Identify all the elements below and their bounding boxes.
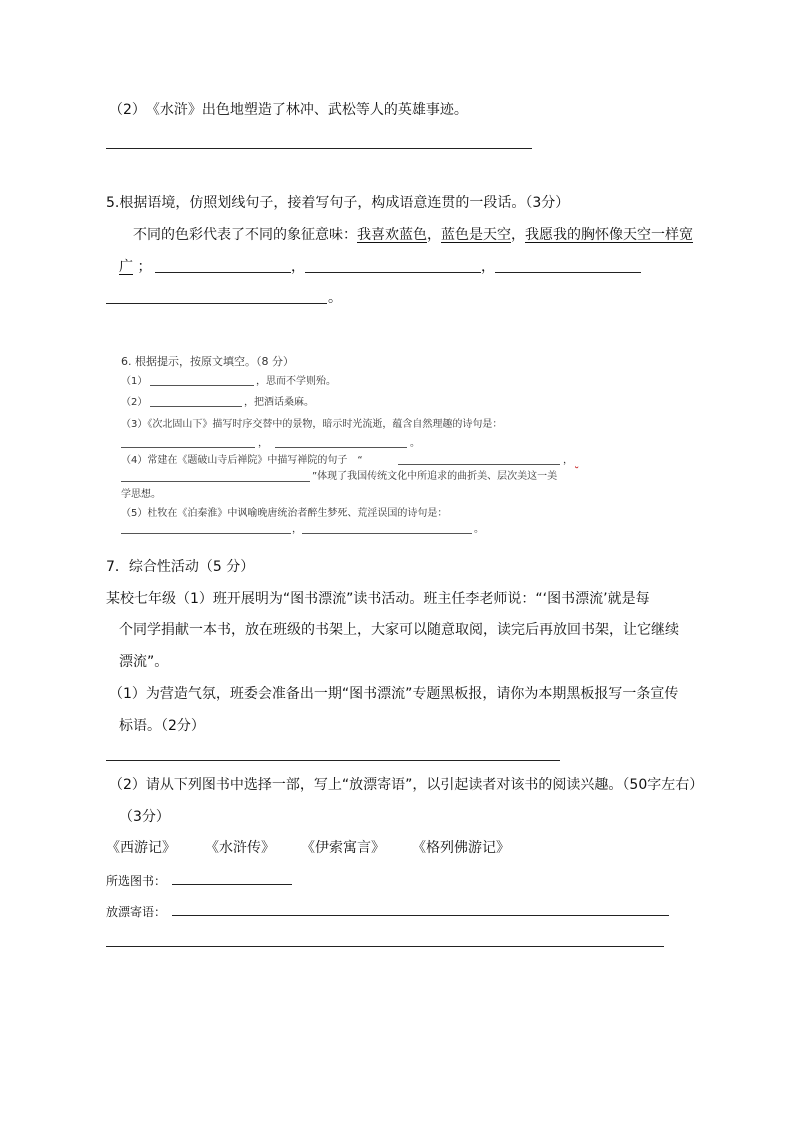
message-answer-line-1[interactable] — [172, 915, 669, 916]
q4-item2-text: （2） 《水浒》出色地塑造了林冲、武松等人的英雄事迹。 — [109, 102, 468, 118]
q5-comma2: ， — [481, 259, 495, 275]
q5-comma1: ， — [291, 259, 305, 275]
q5-answer-line-2[interactable] — [305, 272, 481, 273]
q6-item3-comma: ， — [258, 438, 268, 449]
q5-underlined-1: 我喜欢蓝色 — [357, 227, 427, 243]
q6-item3-period: 。 — [410, 438, 420, 449]
q5-period: 。 — [328, 290, 342, 306]
q5-sep1: ， — [427, 227, 441, 243]
q5-answer-line-3[interactable] — [495, 272, 641, 273]
q6-title: 6. 根据提示，按原文填空。（8 分） — [121, 355, 294, 368]
q6-item4-text-a: （4）常建在《题破山寺后禅院》中描写禅院的句子 “ — [121, 455, 363, 466]
q5-answer-line-4[interactable] — [106, 303, 327, 304]
q5-title: 5.根据语境，仿照划线句子，接着写句子，构成语意连贯的一段话。（3分） — [106, 195, 570, 211]
message-label: 放漂寄语： — [106, 905, 167, 919]
q5-answer-line-1[interactable] — [155, 272, 291, 273]
q6-item5-text: （5）杜牧在《泊秦淮》中讽喻晚唐统治者醉生梦死、荒淫误国的诗句是： — [121, 508, 448, 519]
q6-item5-comma: ， — [292, 524, 302, 535]
q6-item4-comma: ， — [563, 455, 573, 466]
q7-slogan-answer-line[interactable] — [106, 760, 560, 761]
q6-item3-text: （3）《次北固山下》描写时序交替中的景物，暗示时光流逝，蕴含自然理趣的诗句是： — [121, 419, 503, 430]
q7-sub2-line1: （2）请从下列图书中选择一部，写上“放漂寄语”，以引起读者对该书的阅读兴趣。（50字左右） — [109, 777, 704, 793]
q7-sub1-line1: （1）为营造气氛，班委会准备出一期“图书漂流”专题黑板报，请你为本期黑板报写一条宣传 — [109, 686, 679, 702]
q6-item4-answer-line-2[interactable] — [121, 481, 310, 482]
message-answer-line-2[interactable] — [106, 946, 664, 947]
q7-intro-line2: 个同学捐献一本书，放在班级的书架上，大家可以随意取阅，读完后再放回书架，让它继续 — [119, 622, 679, 638]
q6-item2-after: ，把酒话桑麻。 — [244, 397, 314, 408]
q7-title: 7．综合性活动（5 分） — [106, 559, 255, 575]
q6-item3-answer-line-1[interactable] — [121, 447, 255, 448]
book-option-2: 《水浒传》 — [205, 840, 275, 856]
q4-item2-answer-line[interactable] — [106, 148, 532, 149]
q6-item3-answer-line-2[interactable] — [275, 447, 407, 448]
q6-item2-num: （2） — [121, 397, 148, 408]
q5-underlined-4: 广 — [119, 259, 133, 275]
chosen-book-answer-line[interactable] — [172, 884, 292, 885]
q5-sep2: ， — [511, 227, 525, 243]
book-option-1: 《西游记》 — [106, 840, 176, 856]
q6-item1-num: （1） — [121, 376, 148, 387]
q5-lead: 不同的色彩代表了不同的象征意味： — [133, 227, 357, 243]
q5-prompt — [133, 226, 693, 244]
q6-item2-answer-line[interactable] — [150, 406, 242, 407]
q6-item5-answer-line-1[interactable] — [121, 533, 291, 534]
q6-item4-text-b: ”体现了我国传统文化中所追求的曲折美、层次美这一美 — [312, 471, 558, 482]
book-option-3: 《伊索寓言》 — [301, 840, 385, 856]
q5-semicolon: ； — [137, 259, 152, 275]
q5-line2 — [119, 258, 151, 276]
q7-sub2-line2: （3分） — [119, 809, 170, 825]
q7-sub1-line2: 标语。（2分） — [119, 718, 205, 734]
q6-item1-after: ，思而不学则殆。 — [256, 376, 336, 387]
q7-intro-line3: 漂流”。 — [119, 654, 169, 670]
q5-underlined-2: 蓝色是天空 — [441, 227, 511, 243]
q6-item4-text-c: 学思想。 — [121, 489, 161, 500]
q6-item4-wavy-mark — [575, 454, 675, 467]
q6-item5-period: 。 — [474, 524, 484, 535]
book-option-4: 《格列佛游记》 — [412, 840, 510, 856]
q6-item5-answer-line-2[interactable] — [302, 533, 472, 534]
q7-intro-line1: 某校七年级（1）班开展明为“图书漂流”读书活动。班主任李老师说：“‘图书漂流’就是每 — [106, 591, 650, 607]
q6-item4-answer-line-1[interactable] — [398, 464, 560, 465]
chosen-book-label: 所选图书： — [106, 874, 167, 888]
q6-item1-answer-line[interactable] — [150, 385, 254, 386]
q5-underlined-3: 我愿我的胸怀像天空一样宽 — [525, 227, 693, 243]
